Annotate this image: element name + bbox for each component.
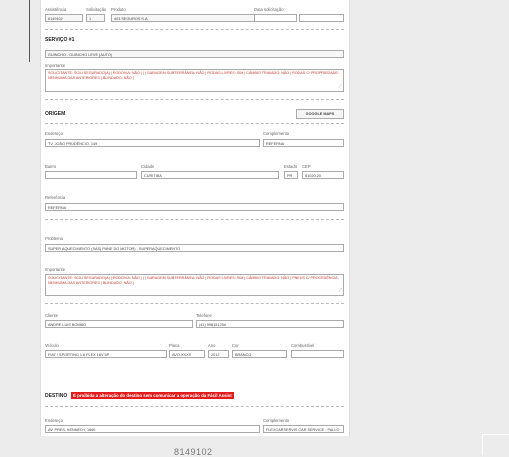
google-maps-button[interactable]: GOOGLE MAPS: [296, 109, 344, 119]
produto-label: Produto: [111, 7, 126, 12]
resize-grip-icon[interactable]: ⟋: [338, 288, 342, 294]
cor-label: Cor: [232, 343, 239, 348]
servico-title: SERVIÇO #1: [45, 37, 75, 43]
left-margin-line: [29, 0, 30, 62]
divider: [45, 303, 344, 304]
hora-solicitacao-field[interactable]: [299, 14, 344, 22]
divider: [45, 406, 344, 407]
ano-field[interactable]: 2012: [208, 350, 229, 358]
footer-assistencia-number: 8149102: [174, 447, 213, 457]
cep-field[interactable]: 81020-20: [302, 171, 344, 179]
divider: [45, 219, 344, 220]
origem-endereco-label: Endereço: [45, 131, 63, 136]
destino-complemento-label: Complemento: [263, 418, 290, 423]
origem-complemento-field[interactable]: REFERNA: [263, 139, 344, 147]
origem-title: ORIGEM: [45, 111, 66, 117]
veiculo-field[interactable]: FIAT / SPORTING 1.6 FLEX 16V 5P: [45, 350, 167, 358]
estado-label: Estado: [284, 164, 298, 169]
solicitacao-field[interactable]: 1: [86, 14, 105, 22]
solicitacao-label: Solicitação: [86, 7, 107, 12]
referencia-field[interactable]: REFERNA: [45, 203, 344, 211]
combustivel-label: Combustível: [291, 343, 315, 348]
cidade-label: Cidade: [141, 164, 155, 169]
telefone-field[interactable]: (41) 99815125#: [196, 320, 344, 328]
servico-importante-textarea[interactable]: [45, 69, 344, 92]
destino-endereco-label: Endereço: [45, 418, 63, 423]
assistencia-label: Assistência: [45, 7, 67, 12]
combustivel-field[interactable]: [291, 350, 344, 358]
produto-field[interactable]: 403 SEGUROS S.A.: [111, 14, 287, 22]
origem-complemento-label: Complemento: [263, 131, 290, 136]
problema-field[interactable]: SUPER AQUECIMENTO (SAS) PANE DO MOTOR) - SUPERAQUECIMENTO: [45, 244, 344, 252]
data-solicitacao-label: Data solicitação: [254, 7, 284, 12]
destino-complemento-field[interactable]: FLEXCARSERVIS CAR SERVICE - PALLO: [263, 425, 344, 433]
veiculo-label: Veículo: [45, 343, 59, 348]
resize-grip-icon[interactable]: ⟋: [338, 84, 342, 90]
referencia-label: Referência: [45, 195, 66, 200]
origem-importante-textarea[interactable]: [45, 274, 344, 296]
cep-label: CEP: [302, 164, 311, 169]
servico-importante-text: SOLICITANTE: SCIU SEGURADO(A) | RODOVIA: NÃO | | | GARAGEM SUBTERRÂNEA: NÃO | RODAS LIVRES: SIM | CÂMBIO TRAVADO: NÃO | RODAS C/ PROPRIEDADE: NENHUMA DAS ANTERIORES | BLINDADO: NÃO |: [48, 71, 339, 80]
divider: [45, 29, 344, 30]
corner-frame: [482, 434, 509, 455]
servico-field[interactable]: GUINCHO - GUINCHO LEVE (AUTO): [45, 50, 344, 58]
telefone-label: Telefone: [196, 313, 212, 318]
placa-label: Placa: [169, 343, 180, 348]
origem-endereco-field[interactable]: TV. JOÃO PRUDÊNCIO, 149: [45, 139, 260, 147]
service-order-form: [40, 0, 350, 436]
servico-importante-label: Importante: [45, 63, 66, 68]
cidade-field[interactable]: CURITIBA: [141, 171, 279, 179]
destino-warning-badge: É proibida a alteração do destino sem comunicar a operação da Fácil Assist: [73, 393, 232, 398]
bairro-field[interactable]: [45, 171, 137, 179]
divider: [45, 123, 344, 124]
placa-field[interactable]: AVO-XXXX: [169, 350, 205, 358]
destino-endereco-field[interactable]: AV. PRES. KENNEDY, 1660: [45, 425, 260, 433]
assistencia-field[interactable]: 6149102: [45, 14, 83, 22]
destino-title: DESTINO: [45, 393, 68, 399]
cliente-label: Cliente: [45, 313, 59, 318]
bairro-label: Bairro: [45, 164, 57, 169]
cliente-field[interactable]: ANDRE LUIS BOMBO: [45, 320, 193, 328]
cor-field[interactable]: BRANCO: [232, 350, 287, 358]
data-solicitacao-field[interactable]: [254, 14, 297, 22]
estado-field[interactable]: PR: [284, 171, 298, 179]
origem-importante-text: SOLICITANTE: SCIU SEGURADO(A) | RODOVIA: NÃO | | | GARAGEM SUBTERRÂNEA: NÃO | RODAS LIVRES: SIM | CÂMBIO TRAVADO: NÃO | PNEUS C/ PROCEDÊNCIA: NENHUMA DAS ANTERIORES | BLINDADO: NÃO |: [48, 276, 339, 285]
origem-importante-label: Importante: [45, 267, 66, 272]
divider: [45, 99, 344, 100]
ano-label: Ano: [208, 343, 216, 348]
problema-label: Problema: [45, 236, 63, 241]
